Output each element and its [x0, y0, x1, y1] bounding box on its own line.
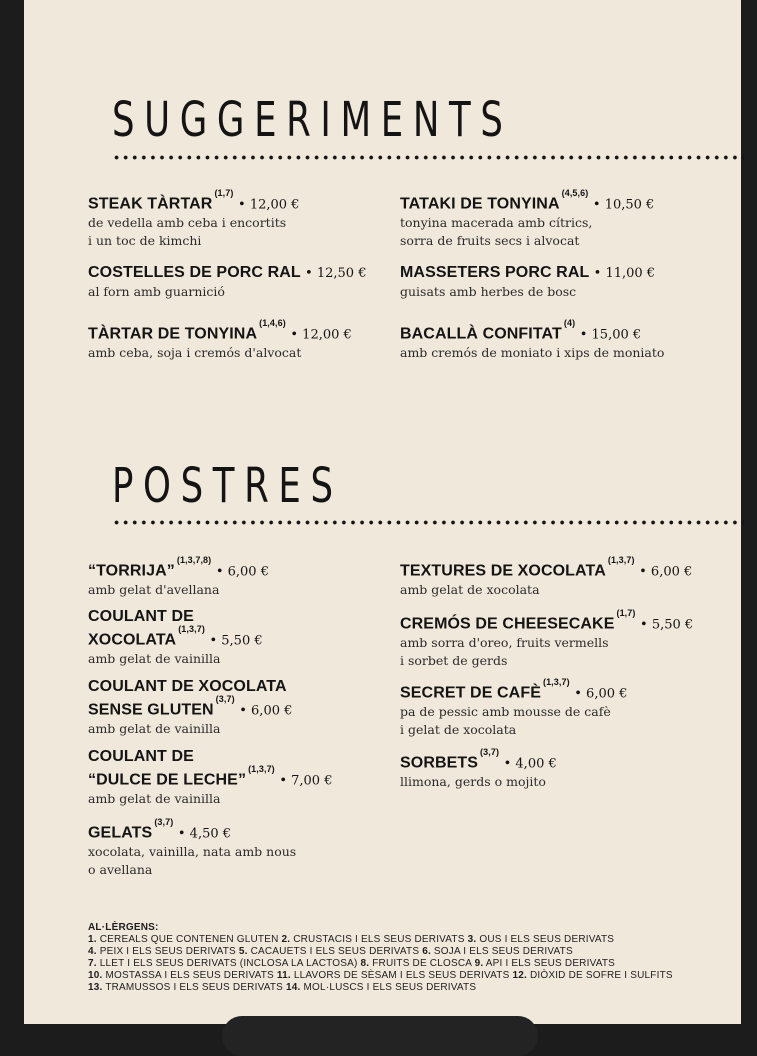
item-description: guisats amb herbes de bosc [400, 284, 577, 299]
allergen-label: LLAVORS DE SÈSAM I ELS SEUS DERIVATS [293, 970, 510, 981]
allergen-row [88, 982, 728, 994]
item-name-line [88, 748, 388, 766]
menu-item [88, 557, 388, 599]
section-title-postres: POSTRES [112, 458, 343, 514]
item-name [400, 679, 700, 703]
item-name [400, 320, 700, 344]
item-name [88, 557, 388, 581]
allergen-label: OUS I ELS SEUS DERIVATS [479, 934, 615, 945]
menu-item [400, 320, 700, 362]
allergen-number: 4. [88, 946, 97, 957]
item-name [400, 264, 700, 283]
item-name-line [88, 766, 388, 790]
allergen-codes: (3,7) [154, 817, 174, 827]
item-description: amb gelat de xocolata [400, 582, 540, 598]
item-description: amb cremós de moniato i xips de moniato [400, 345, 665, 361]
menu-item [88, 264, 388, 301]
item-name-line [88, 190, 388, 214]
allergen-number: 1. [88, 934, 97, 945]
item-price: • 12,00 € [238, 197, 300, 213]
menu-item [400, 749, 700, 791]
item-description: amb gelat d'avellana [88, 582, 220, 598]
allergen-row [88, 934, 728, 946]
allergen-label: FRUITS DE CLOSCA [372, 958, 472, 969]
item-name-line [88, 819, 388, 843]
allergen-codes: (4) [563, 318, 576, 328]
item-name-text: “TORRIJA” [88, 562, 175, 580]
allergen-number: 7. [88, 958, 97, 969]
item-description: al forn amb guarnició [88, 284, 225, 299]
allergen-number: 9. [474, 958, 484, 969]
item-description: tonyina macerada amb cítrics, [400, 215, 593, 231]
allergen-label: MOSTASSA I ELS SEUS DERIVATS [105, 970, 274, 981]
menu-item [88, 678, 388, 738]
item-name-line [400, 679, 700, 703]
item-description: amb ceba, soja i cremós d'alvocat [88, 345, 302, 361]
item-name [400, 610, 700, 634]
item-price: • 5,50 € [209, 633, 263, 649]
menu-item [400, 190, 700, 250]
item-description: sorra de fruits secs i alvocat [400, 233, 580, 249]
item-name-text: COULANT DE [88, 748, 194, 765]
menu-item [88, 748, 388, 808]
menu-item [88, 320, 388, 362]
item-description: amb gelat de vainilla [88, 721, 221, 737]
item-price: • 6,00 € [574, 686, 628, 702]
allergen-codes: (1,7) [616, 608, 636, 618]
item-name [88, 748, 388, 790]
item-name-line [88, 557, 388, 581]
menu-item [400, 557, 700, 599]
item-name [88, 320, 388, 344]
allergen-number: 14. [286, 982, 301, 993]
allergen-number: 12. [512, 970, 527, 981]
item-description: xocolata, vainilla, nata amb nous [88, 844, 297, 860]
menu-item [400, 264, 700, 301]
allergen-label: DIÒXID DE SOFRE I SULFITS [529, 970, 673, 981]
item-price: • 6,00 € [215, 564, 269, 580]
item-name-line [88, 678, 388, 696]
section-title-suggeriments: SUGGERIMENTS [112, 92, 513, 148]
item-name [400, 749, 700, 773]
item-name [88, 678, 388, 720]
item-price: • 5,50 € [640, 617, 694, 633]
allergen-label: TRAMUSSOS I ELS SEUS DERIVATS [105, 982, 284, 993]
item-description: i gelat de xocolata [400, 722, 517, 738]
allergen-codes: (1,3,7) [542, 677, 570, 687]
item-price: • 15,00 € [579, 327, 642, 343]
item-name-text: STEAK TÀRTAR [88, 195, 213, 213]
allergens-heading: AL·LÈRGENS: [88, 922, 159, 933]
allergen-number: 8. [360, 958, 370, 969]
item-price: • 12,50 € [305, 266, 367, 281]
item-name [400, 190, 700, 214]
item-price: • 4,50 € [177, 826, 232, 842]
item-name-line [88, 696, 388, 720]
item-description: i sorbet de gerds [400, 653, 508, 669]
item-description: amb gelat de vainilla [88, 791, 221, 807]
allergen-codes: (3,7) [480, 747, 500, 757]
item-name-text: COSTELLES DE PORC RAL [88, 264, 301, 281]
item-name-text: TEXTURES DE XOCOLATA [400, 562, 606, 580]
item-price: • 7,00 € [279, 773, 333, 789]
item-name-line [400, 320, 700, 344]
allergen-label: PEIX I ELS SEUS DERIVATS [99, 946, 236, 957]
item-name [400, 557, 700, 581]
item-name-line [88, 264, 388, 283]
item-name-text: CREMÓS DE CHEESECAKE [400, 615, 615, 633]
item-name-text: SENSE GLUTEN [88, 701, 214, 719]
item-name-text: GELATS [88, 824, 153, 842]
item-description: amb sorra d'oreo, fruits vermells [400, 635, 609, 651]
item-name-text: TATAKI DE TONYINA [400, 195, 560, 213]
allergen-codes: (1,3,7) [248, 764, 275, 774]
item-name-text: MASSETERS PORC RAL [400, 264, 590, 281]
dotted-divider [112, 155, 744, 160]
item-name-text: BACALLÀ CONFITAT [400, 325, 562, 343]
item-price: • 12,00 € [290, 327, 352, 343]
allergen-codes: (1,7) [214, 188, 234, 198]
item-price: • 11,00 € [593, 266, 656, 281]
allergen-codes: (1,3,7) [178, 624, 205, 634]
menu-item [88, 608, 388, 668]
allergen-codes: (1,3,7) [607, 555, 635, 565]
item-price: • 10,50 € [592, 197, 655, 213]
item-description: de vedella amb ceba i encortits [88, 215, 287, 231]
item-name [88, 190, 388, 214]
item-name-text: SORBETS [400, 754, 479, 772]
item-name-line [88, 626, 388, 650]
allergen-label: MOL·LUSCS I ELS SEUS DERIVATS [303, 982, 477, 993]
item-price: • 4,00 € [503, 756, 557, 772]
menu-item [88, 819, 388, 879]
allergen-number: 5. [238, 946, 248, 957]
item-name-line [88, 608, 388, 626]
allergen-number: 6. [422, 946, 431, 957]
item-name-text: XOCOLATA [88, 631, 177, 649]
item-name-text: TÀRTAR DE TONYINA [88, 325, 258, 343]
allergen-label: CRUSTACIS I ELS SEUS DERIVATS [293, 934, 465, 945]
item-name-line [400, 610, 700, 634]
menu-item [400, 610, 700, 670]
allergen-codes: (4,5,6) [561, 188, 589, 198]
item-description: i un toc de kimchi [88, 233, 202, 249]
item-description: amb gelat de vainilla [88, 651, 221, 667]
item-description: pa de pessic amb mousse de cafè [400, 704, 611, 720]
allergen-label: CEREALS QUE CONTENEN GLUTEN [99, 934, 279, 945]
menu-item [400, 679, 700, 739]
allergen-label: SOJA I ELS SEUS DERIVATS [433, 946, 573, 957]
item-name [88, 608, 388, 650]
allergens-legend [88, 922, 728, 994]
bottom-overlay-pill [222, 1016, 538, 1056]
item-name [88, 264, 388, 283]
allergen-number: 3. [467, 934, 477, 945]
allergen-label: CACAUETS I ELS SEUS DERIVATS [250, 946, 420, 957]
item-name-line [400, 190, 700, 214]
item-name-line [88, 320, 388, 344]
allergen-label: LLET I ELS SEUS DERIVATS (INCLOSA LA LACTOSA) [99, 958, 358, 969]
allergen-codes: (1,3,7,8) [176, 555, 212, 565]
menu-item [88, 190, 388, 250]
allergen-number: 11. [276, 970, 291, 981]
item-name-text: “DULCE DE LECHE” [88, 771, 247, 789]
dotted-divider [112, 520, 744, 525]
item-price: • 6,00 € [639, 564, 693, 580]
item-name-text: SECRET DE CAFÈ [400, 684, 541, 702]
allergen-codes: (3,7) [215, 694, 235, 704]
allergen-label: API I ELS SEUS DERIVATS [485, 958, 616, 969]
item-name-text: COULANT DE [88, 608, 194, 625]
allergen-row [88, 970, 728, 982]
allergen-number: 10. [88, 970, 103, 981]
allergen-codes: (1,4,6) [259, 318, 286, 328]
allergen-row [88, 946, 728, 958]
item-price: • 6,00 € [239, 703, 293, 719]
allergen-row [88, 958, 728, 970]
item-name-line [400, 264, 700, 283]
item-name [88, 819, 388, 843]
allergen-number: 13. [88, 982, 103, 993]
item-name-line [400, 557, 700, 581]
item-name-text: COULANT DE XOCOLATA [88, 678, 287, 695]
allergen-number: 2. [281, 934, 291, 945]
item-description: llimona, gerds o mojito [400, 774, 546, 790]
item-description: o avellana [88, 862, 153, 878]
item-name-line [400, 749, 700, 773]
